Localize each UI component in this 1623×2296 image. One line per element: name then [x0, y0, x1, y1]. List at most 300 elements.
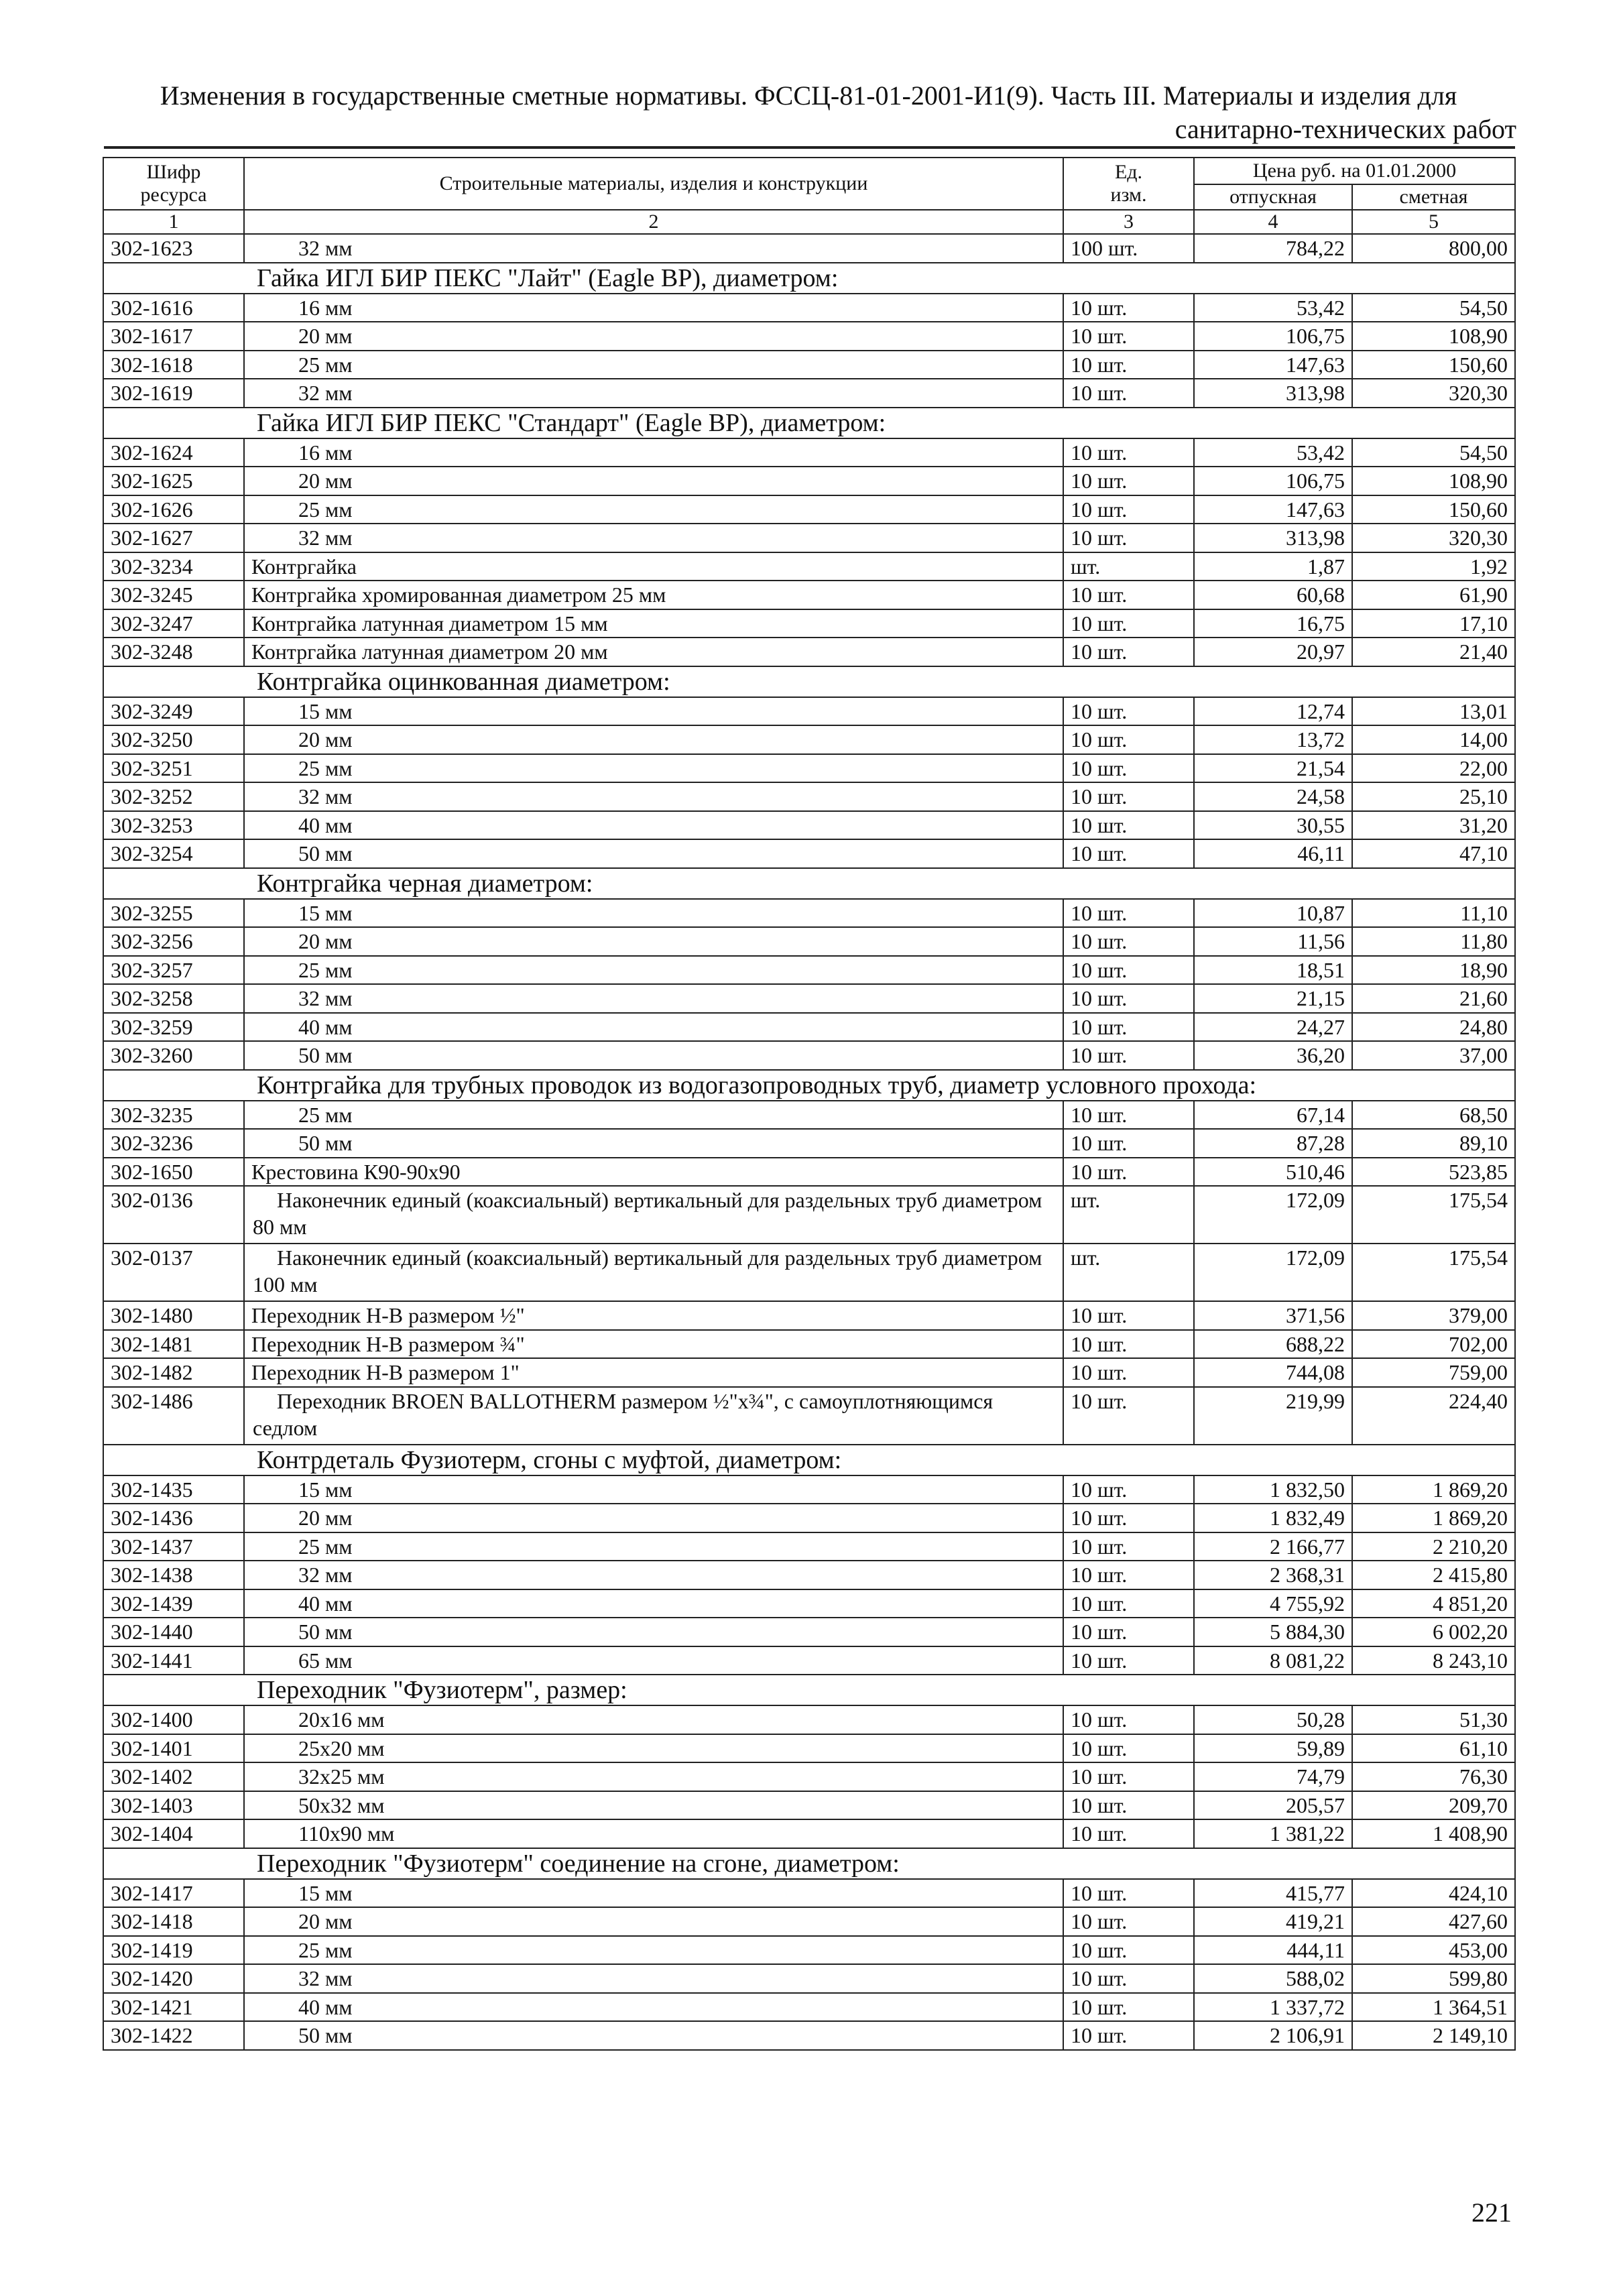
table-row — [103, 1791, 1515, 1820]
item-name: 25 мм — [244, 351, 1063, 379]
release-price: 20,97 — [1194, 638, 1352, 666]
section-row — [103, 1848, 1515, 1879]
page-header-title: Изменения в государственные сметные нормативы. ФССЦ-81-01-2001-И1(9). Часть III. Материалы и изделия для — [160, 80, 1457, 111]
table-row — [103, 1734, 1515, 1763]
unit-of-measure: 10 шт. — [1063, 438, 1194, 467]
estimate-price: 759,00 — [1352, 1358, 1515, 1387]
unit-of-measure: 10 шт. — [1063, 609, 1194, 638]
table-row — [103, 1762, 1515, 1791]
unit-of-measure: шт. — [1063, 1186, 1194, 1244]
release-price: 106,75 — [1194, 467, 1352, 495]
resource-code: 302-1422 — [103, 2021, 244, 2050]
release-price: 1,87 — [1194, 552, 1352, 581]
column-number: 4 — [1194, 210, 1352, 234]
release-price: 2 106,91 — [1194, 2021, 1352, 2050]
estimate-price: 4 851,20 — [1352, 1589, 1515, 1618]
estimate-price: 1 869,20 — [1352, 1504, 1515, 1532]
resource-code: 302-1627 — [103, 524, 244, 552]
resource-code: 302-1617 — [103, 322, 244, 351]
item-name: 50х32 мм — [244, 1791, 1063, 1820]
table-row — [103, 1387, 1515, 1445]
release-price: 10,87 — [1194, 899, 1352, 928]
item-name: Наконечник единый (коаксиальный) вертикальный для раздельных труб диаметром 80 мм — [244, 1186, 1063, 1244]
resource-code: 302-3235 — [103, 1101, 244, 1130]
estimate-price: 599,80 — [1352, 1964, 1515, 1993]
resource-code: 302-1626 — [103, 495, 244, 524]
estimate-price: 1 869,20 — [1352, 1475, 1515, 1504]
table-row — [103, 1244, 1515, 1301]
table-row — [103, 927, 1515, 956]
unit-of-measure: 10 шт. — [1063, 1618, 1194, 1646]
item-name: 25 мм — [244, 495, 1063, 524]
estimate-price: 47,10 — [1352, 839, 1515, 868]
table-row — [103, 1705, 1515, 1734]
header-divider — [104, 146, 1515, 149]
item-name: 40 мм — [244, 1013, 1063, 1042]
estimate-price: 6 002,20 — [1352, 1618, 1515, 1646]
table-row — [103, 956, 1515, 985]
resource-code: 302-1439 — [103, 1589, 244, 1618]
unit-of-measure: 10 шт. — [1063, 1993, 1194, 2022]
item-name: Переходник Н-В размером ½" — [244, 1301, 1063, 1330]
estimate-price: 11,80 — [1352, 927, 1515, 956]
table-row — [103, 1041, 1515, 1070]
resource-code: 302-1404 — [103, 1819, 244, 1848]
header-price-release: отпускная — [1194, 184, 1352, 210]
table-row — [103, 552, 1515, 581]
resource-code: 302-3247 — [103, 609, 244, 638]
release-price: 74,79 — [1194, 1762, 1352, 1791]
release-price: 219,99 — [1194, 1387, 1352, 1445]
resource-code: 302-1481 — [103, 1330, 244, 1359]
table-row — [103, 1561, 1515, 1589]
table-body — [103, 210, 1515, 2050]
unit-of-measure: 10 шт. — [1063, 1129, 1194, 1158]
item-name: 50 мм — [244, 1041, 1063, 1070]
header-name: Строительные материалы, изделия и конструкции — [244, 158, 1063, 210]
unit-of-measure: 10 шт. — [1063, 1879, 1194, 1908]
estimate-price: 18,90 — [1352, 956, 1515, 985]
item-name: 20 мм — [244, 1907, 1063, 1936]
resource-code: 302-1419 — [103, 1936, 244, 1965]
unit-of-measure: 10 шт. — [1063, 581, 1194, 609]
item-name: 50 мм — [244, 839, 1063, 868]
section-row — [103, 1445, 1515, 1475]
estimate-price: 25,10 — [1352, 782, 1515, 811]
release-price: 313,98 — [1194, 379, 1352, 408]
table-row — [103, 1475, 1515, 1504]
table-row — [103, 1013, 1515, 1042]
table-row — [103, 697, 1515, 726]
unit-of-measure: 10 шт. — [1063, 351, 1194, 379]
section-row — [103, 868, 1515, 899]
release-price: 87,28 — [1194, 1129, 1352, 1158]
resource-code: 302-1418 — [103, 1907, 244, 1936]
column-number: 3 — [1063, 210, 1194, 234]
release-price: 67,14 — [1194, 1101, 1352, 1130]
item-name: Переходник Н-В размером 1" — [244, 1358, 1063, 1387]
release-price: 744,08 — [1194, 1358, 1352, 1387]
table-row — [103, 1646, 1515, 1675]
estimate-price: 209,70 — [1352, 1791, 1515, 1820]
item-name: 40 мм — [244, 1589, 1063, 1618]
item-name: 32х25 мм — [244, 1762, 1063, 1791]
unit-of-measure: 10 шт. — [1063, 1705, 1194, 1734]
section-title: Контргайка оцинкованная диаметром: — [103, 666, 1515, 697]
estimate-price: 68,50 — [1352, 1101, 1515, 1130]
resource-code: 302-1440 — [103, 1618, 244, 1646]
release-price: 1 337,72 — [1194, 1993, 1352, 2022]
section-title: Гайка ИГЛ БИР ПЕКС "Стандарт" (Eagle BP), диаметром: — [103, 408, 1515, 438]
release-price: 106,75 — [1194, 322, 1352, 351]
resource-code: 302-1619 — [103, 379, 244, 408]
section-row — [103, 408, 1515, 438]
release-price: 21,15 — [1194, 984, 1352, 1013]
estimate-price: 224,40 — [1352, 1387, 1515, 1445]
header-unit — [1063, 158, 1194, 210]
item-name: 32 мм — [244, 524, 1063, 552]
release-price: 60,68 — [1194, 581, 1352, 609]
estimate-price: 320,30 — [1352, 379, 1515, 408]
resource-code: 302-1420 — [103, 1964, 244, 1993]
header-unit-line2: изм. — [1110, 184, 1147, 206]
estimate-price: 21,40 — [1352, 638, 1515, 666]
item-name: Контргайка — [244, 552, 1063, 581]
unit-of-measure: 10 шт. — [1063, 1532, 1194, 1561]
price-table — [103, 157, 1516, 2051]
header-price-group: Цена руб. на 01.01.2000 — [1194, 158, 1515, 184]
estimate-price: 89,10 — [1352, 1129, 1515, 1158]
unit-of-measure: 10 шт. — [1063, 294, 1194, 322]
item-name: 32 мм — [244, 782, 1063, 811]
unit-of-measure: 10 шт. — [1063, 1158, 1194, 1187]
table-row — [103, 638, 1515, 666]
table-row — [103, 1993, 1515, 2022]
estimate-price: 175,54 — [1352, 1244, 1515, 1301]
table-row — [103, 495, 1515, 524]
table-row — [103, 1907, 1515, 1936]
release-price: 2 166,77 — [1194, 1532, 1352, 1561]
estimate-price: 1 364,51 — [1352, 1993, 1515, 2022]
estimate-price: 2 149,10 — [1352, 2021, 1515, 2050]
item-name: 15 мм — [244, 697, 1063, 726]
item-name: 50 мм — [244, 1618, 1063, 1646]
unit-of-measure: 10 шт. — [1063, 1358, 1194, 1387]
resource-code: 302-3260 — [103, 1041, 244, 1070]
table-row — [103, 438, 1515, 467]
estimate-price: 8 243,10 — [1352, 1646, 1515, 1675]
table-row — [103, 1618, 1515, 1646]
release-price: 24,58 — [1194, 782, 1352, 811]
unit-of-measure: 10 шт. — [1063, 1646, 1194, 1675]
release-price: 46,11 — [1194, 839, 1352, 868]
resource-code: 302-1625 — [103, 467, 244, 495]
item-name: Контргайка латунная диаметром 20 мм — [244, 638, 1063, 666]
resource-code: 302-1482 — [103, 1358, 244, 1387]
header-unit-line1: Ед. — [1114, 161, 1143, 183]
item-name: 40 мм — [244, 1993, 1063, 2022]
release-price: 11,56 — [1194, 927, 1352, 956]
table-row — [103, 725, 1515, 754]
estimate-price: 150,60 — [1352, 351, 1515, 379]
item-name: Контргайка латунная диаметром 15 мм — [244, 609, 1063, 638]
item-name: 50 мм — [244, 1129, 1063, 1158]
table-row — [103, 1964, 1515, 1993]
unit-of-measure: 10 шт. — [1063, 1330, 1194, 1359]
table-row — [103, 351, 1515, 379]
resource-code: 302-1403 — [103, 1791, 244, 1820]
release-price: 59,89 — [1194, 1734, 1352, 1763]
column-number-row — [103, 210, 1515, 234]
table-row — [103, 524, 1515, 552]
table-row — [103, 1301, 1515, 1330]
item-name: 32 мм — [244, 1561, 1063, 1589]
section-row — [103, 263, 1515, 294]
release-price: 12,74 — [1194, 697, 1352, 726]
unit-of-measure: 10 шт. — [1063, 495, 1194, 524]
unit-of-measure: 10 шт. — [1063, 2021, 1194, 2050]
table-row — [103, 782, 1515, 811]
estimate-price: 17,10 — [1352, 609, 1515, 638]
table-row — [103, 1532, 1515, 1561]
unit-of-measure: 10 шт. — [1063, 1013, 1194, 1042]
unit-of-measure: 10 шт. — [1063, 379, 1194, 408]
unit-of-measure: 10 шт. — [1063, 1964, 1194, 1993]
estimate-price: 175,54 — [1352, 1186, 1515, 1244]
resource-code: 302-3249 — [103, 697, 244, 726]
unit-of-measure: 10 шт. — [1063, 956, 1194, 985]
item-name: Крестовина К90-90х90 — [244, 1158, 1063, 1187]
item-name: 32 мм — [244, 984, 1063, 1013]
estimate-price: 13,01 — [1352, 697, 1515, 726]
estimate-price: 702,00 — [1352, 1330, 1515, 1359]
estimate-price: 800,00 — [1352, 234, 1515, 263]
unit-of-measure: 10 шт. — [1063, 1762, 1194, 1791]
estimate-price: 61,10 — [1352, 1734, 1515, 1763]
resource-code: 302-1421 — [103, 1993, 244, 2022]
table-row — [103, 234, 1515, 263]
release-price: 13,72 — [1194, 725, 1352, 754]
unit-of-measure: 10 шт. — [1063, 984, 1194, 1013]
item-name: 16 мм — [244, 294, 1063, 322]
estimate-price: 22,00 — [1352, 754, 1515, 783]
table-row — [103, 1101, 1515, 1130]
unit-of-measure: 10 шт. — [1063, 1936, 1194, 1965]
estimate-price: 108,90 — [1352, 322, 1515, 351]
resource-code: 302-1618 — [103, 351, 244, 379]
table-row — [103, 1504, 1515, 1532]
resource-code: 302-1400 — [103, 1705, 244, 1734]
column-number: 2 — [244, 210, 1063, 234]
table-row — [103, 322, 1515, 351]
release-price: 16,75 — [1194, 609, 1352, 638]
table-row — [103, 1936, 1515, 1965]
item-name: 65 мм — [244, 1646, 1063, 1675]
table-header-row — [103, 158, 1515, 184]
item-name: 20 мм — [244, 1504, 1063, 1532]
unit-of-measure: 10 шт. — [1063, 1101, 1194, 1130]
unit-of-measure: 10 шт. — [1063, 782, 1194, 811]
resource-code: 302-3245 — [103, 581, 244, 609]
release-price: 1 381,22 — [1194, 1819, 1352, 1848]
table-row — [103, 811, 1515, 840]
item-name: 15 мм — [244, 899, 1063, 928]
table-row — [103, 1129, 1515, 1158]
resource-code: 302-3253 — [103, 811, 244, 840]
unit-of-measure: 10 шт. — [1063, 899, 1194, 928]
item-name: 25 мм — [244, 1101, 1063, 1130]
resource-code: 302-0137 — [103, 1244, 244, 1301]
unit-of-measure: 10 шт. — [1063, 1907, 1194, 1936]
estimate-price: 2 415,80 — [1352, 1561, 1515, 1589]
item-name: 16 мм — [244, 438, 1063, 467]
unit-of-measure: 100 шт. — [1063, 234, 1194, 263]
estimate-price: 21,60 — [1352, 984, 1515, 1013]
unit-of-measure: 10 шт. — [1063, 1301, 1194, 1330]
item-name: 20 мм — [244, 322, 1063, 351]
resource-code: 302-3258 — [103, 984, 244, 1013]
estimate-price: 1,92 — [1352, 552, 1515, 581]
estimate-price: 523,85 — [1352, 1158, 1515, 1187]
unit-of-measure: 10 шт. — [1063, 1561, 1194, 1589]
table-row — [103, 1186, 1515, 1244]
unit-of-measure: 10 шт. — [1063, 697, 1194, 726]
unit-of-measure: 10 шт. — [1063, 1819, 1194, 1848]
unit-of-measure: шт. — [1063, 552, 1194, 581]
estimate-price: 76,30 — [1352, 1762, 1515, 1791]
table-row — [103, 581, 1515, 609]
item-name: 20 мм — [244, 725, 1063, 754]
item-name: 50 мм — [244, 2021, 1063, 2050]
table-row — [103, 754, 1515, 783]
unit-of-measure: 10 шт. — [1063, 754, 1194, 783]
item-name: 20 мм — [244, 927, 1063, 956]
resource-code: 302-1624 — [103, 438, 244, 467]
estimate-price: 11,10 — [1352, 899, 1515, 928]
table-row — [103, 2021, 1515, 2050]
header-price-estimate: сметная — [1352, 184, 1515, 210]
estimate-price: 379,00 — [1352, 1301, 1515, 1330]
estimate-price: 51,30 — [1352, 1705, 1515, 1734]
unit-of-measure: 10 шт. — [1063, 927, 1194, 956]
resource-code: 302-1401 — [103, 1734, 244, 1763]
resource-code: 302-3255 — [103, 899, 244, 928]
unit-of-measure: 10 шт. — [1063, 1734, 1194, 1763]
unit-of-measure: 10 шт. — [1063, 1387, 1194, 1445]
item-name: 32 мм — [244, 1964, 1063, 1993]
unit-of-measure: 10 шт. — [1063, 638, 1194, 666]
release-price: 510,46 — [1194, 1158, 1352, 1187]
resource-code: 302-3250 — [103, 725, 244, 754]
release-price: 8 081,22 — [1194, 1646, 1352, 1675]
release-price: 419,21 — [1194, 1907, 1352, 1936]
estimate-price: 31,20 — [1352, 811, 1515, 840]
section-title: Гайка ИГЛ БИР ПЕКС "Лайт" (Eagle BP), диаметром: — [103, 263, 1515, 294]
release-price: 24,27 — [1194, 1013, 1352, 1042]
estimate-price: 427,60 — [1352, 1907, 1515, 1936]
estimate-price: 14,00 — [1352, 725, 1515, 754]
resource-code: 302-3251 — [103, 754, 244, 783]
unit-of-measure: 10 шт. — [1063, 725, 1194, 754]
item-name: 110х90 мм — [244, 1819, 1063, 1848]
release-price: 688,22 — [1194, 1330, 1352, 1359]
table-row — [103, 379, 1515, 408]
release-price: 415,77 — [1194, 1879, 1352, 1908]
release-price: 5 884,30 — [1194, 1618, 1352, 1646]
header-code — [103, 158, 244, 210]
unit-of-measure: 10 шт. — [1063, 1504, 1194, 1532]
estimate-price: 424,10 — [1352, 1879, 1515, 1908]
release-price: 444,11 — [1194, 1936, 1352, 1965]
item-name: 40 мм — [244, 811, 1063, 840]
unit-of-measure: 10 шт. — [1063, 1041, 1194, 1070]
release-price: 147,63 — [1194, 495, 1352, 524]
resource-code: 302-1438 — [103, 1561, 244, 1589]
unit-of-measure: 10 шт. — [1063, 1475, 1194, 1504]
item-name: Переходник BROEN BALLOTHERM размером ½"х¾", с самоуплотняющимся седлом — [244, 1387, 1063, 1445]
resource-code: 302-3234 — [103, 552, 244, 581]
unit-of-measure: 10 шт. — [1063, 322, 1194, 351]
estimate-price: 61,90 — [1352, 581, 1515, 609]
unit-of-measure: 10 шт. — [1063, 1589, 1194, 1618]
section-row — [103, 1070, 1515, 1101]
item-name: 32 мм — [244, 234, 1063, 263]
section-title: Контргайка черная диаметром: — [103, 868, 1515, 899]
estimate-price: 108,90 — [1352, 467, 1515, 495]
release-price: 172,09 — [1194, 1244, 1352, 1301]
estimate-price: 150,60 — [1352, 495, 1515, 524]
estimate-price: 54,50 — [1352, 294, 1515, 322]
estimate-price: 2 210,20 — [1352, 1532, 1515, 1561]
resource-code: 302-0136 — [103, 1186, 244, 1244]
page-header-subtitle: санитарно-технических работ — [1175, 114, 1516, 144]
header-code-line1: Шифр — [146, 161, 201, 183]
section-title: Переходник "Фузиотерм", размер: — [103, 1675, 1515, 1705]
item-name: Переходник Н-В размером ¾" — [244, 1330, 1063, 1359]
table-row — [103, 1879, 1515, 1908]
table-row — [103, 1358, 1515, 1387]
release-price: 205,57 — [1194, 1791, 1352, 1820]
table-row — [103, 1158, 1515, 1187]
resource-code: 302-1436 — [103, 1504, 244, 1532]
page-number: 221 — [1471, 2197, 1512, 2228]
table-row — [103, 984, 1515, 1013]
resource-code: 302-1435 — [103, 1475, 244, 1504]
table-row — [103, 1589, 1515, 1618]
unit-of-measure: шт. — [1063, 1244, 1194, 1301]
resource-code: 302-1650 — [103, 1158, 244, 1187]
resource-code: 302-1402 — [103, 1762, 244, 1791]
release-price: 2 368,31 — [1194, 1561, 1352, 1589]
release-price: 53,42 — [1194, 294, 1352, 322]
header-code-line2: ресурса — [140, 184, 207, 206]
table-row — [103, 609, 1515, 638]
release-price: 147,63 — [1194, 351, 1352, 379]
estimate-price: 37,00 — [1352, 1041, 1515, 1070]
release-price: 371,56 — [1194, 1301, 1352, 1330]
item-name: 25 мм — [244, 1532, 1063, 1561]
resource-code: 302-3257 — [103, 956, 244, 985]
release-price: 30,55 — [1194, 811, 1352, 840]
release-price: 313,98 — [1194, 524, 1352, 552]
item-name: 15 мм — [244, 1475, 1063, 1504]
table-row — [103, 1330, 1515, 1359]
unit-of-measure: 10 шт. — [1063, 839, 1194, 868]
table-row — [103, 1819, 1515, 1848]
item-name: 25 мм — [244, 754, 1063, 783]
column-number: 1 — [103, 210, 244, 234]
resource-code: 302-3254 — [103, 839, 244, 868]
